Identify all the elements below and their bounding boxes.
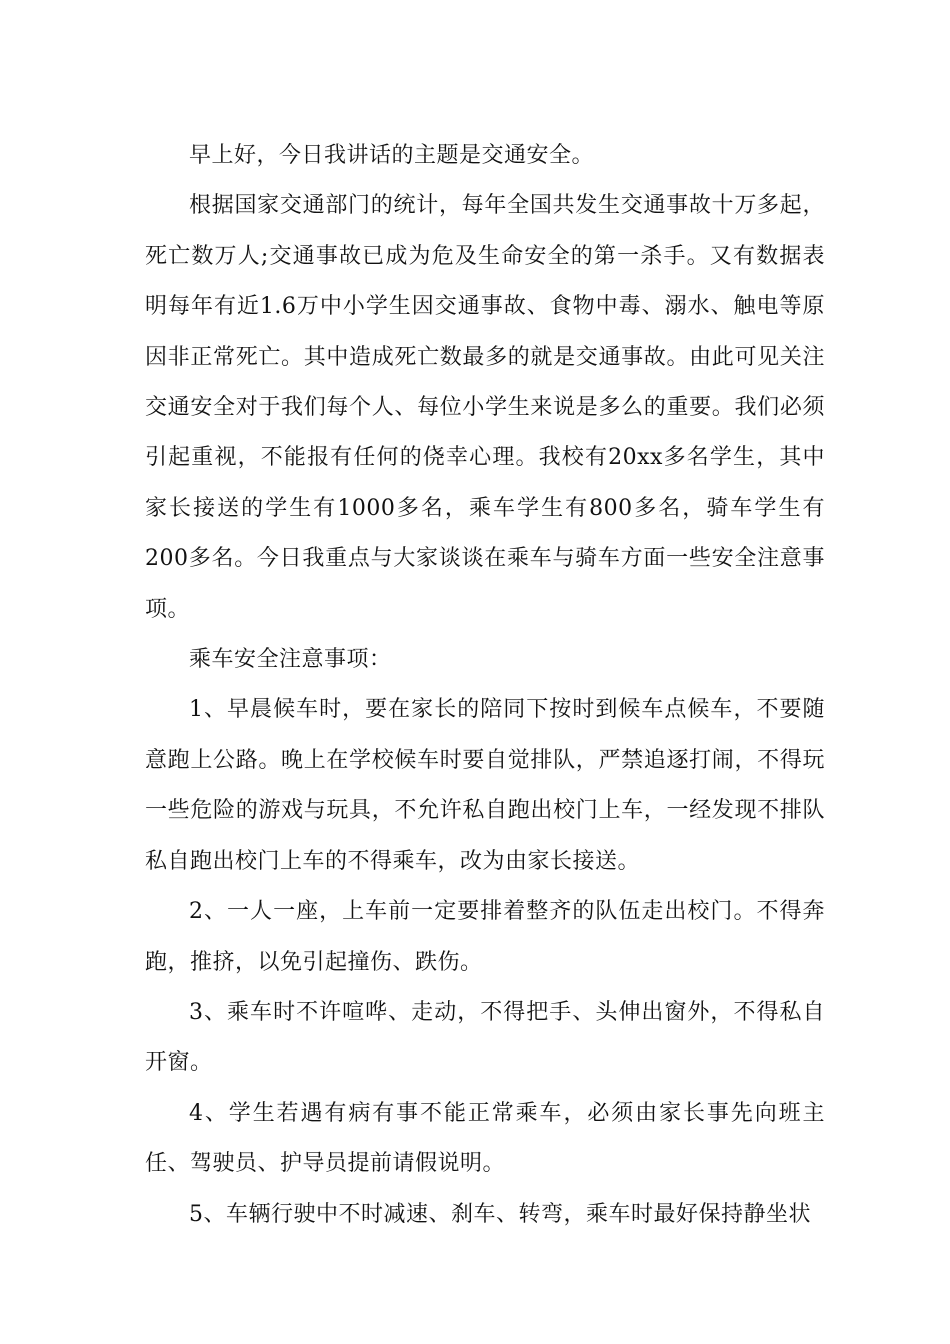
paragraph-item-2: 2、一人一座，上车前一定要排着整齐的队伍走出校门。不得奔跑，推挤，以免引起撞伤、跌伤。	[145, 899, 825, 975]
paragraph-item-5: 5、车辆行驶中不时减速、刹车、转弯，乘车时最好保持静坐状	[189, 1201, 811, 1227]
document-body	[145, 131, 825, 1240]
paragraph-section-heading: 乘车安全注意事项：	[189, 647, 392, 673]
paragraph-statistics: 根据国家交通部门的统计，每年全国共发生交通事故十万多起，死亡数万人;交通事故已成为危及生命安全的第一杀手。又有数据表明每年有近1.6万中小学生因交通事故、食物中毒、溺水、触电等原因非正常死亡。其中造成死亡数最多的就是交通事故。由此可见关注交通安全对于我们每个人、每位小学生来说是多么的重要。我们必须引起重视，不能报有任何的侥幸心理。我校有20xx多名学生，其中家长接送的学生有1000多名，乘车学生有800多名，骑车学生有200多名。今日我重点与大家谈谈在乘车与骑车方面一些安全注意事项。	[145, 193, 825, 622]
paragraph-item-3: 3、乘车时不许喧哗、走动，不得把手、头伸出窗外，不得私自开窗。	[145, 999, 825, 1076]
paragraph-greeting: 早上好，今日我讲话的主题是交通安全。	[189, 143, 595, 168]
paragraph-item-4: 4、学生若遇有病有事不能正常乘车，必须由家长事先向班主任、驾驶员、护导员提前请假说明。	[145, 1100, 825, 1177]
paragraph-item-1: 1、早晨候车时，要在家长的陪同下按时到候车点候车，不要随意跑上公路。晚上在学校候车时要自觉排队，严禁追逐打闹，不得玩一些危险的游戏与玩具，不允许私自跑出校门上车，一经发现不排队私自跑出校门上车的不得乘车，改为由家长接送。	[145, 697, 825, 874]
